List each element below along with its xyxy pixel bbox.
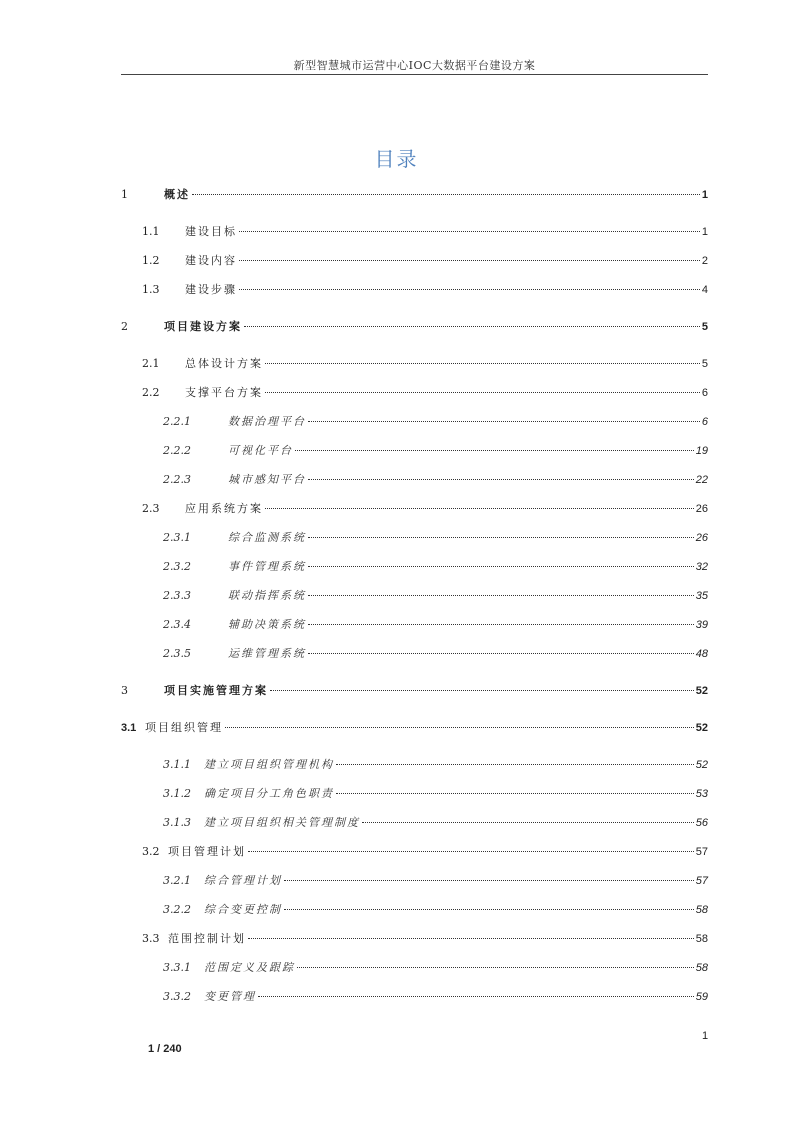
- toc-entry-number: 2.2.1: [163, 415, 191, 428]
- toc-leader-dots: [258, 996, 694, 997]
- toc-entry-page: 48: [695, 648, 708, 660]
- toc-entry-page: 52: [695, 685, 708, 697]
- toc-entry-number: 3.1.2: [163, 787, 191, 800]
- toc-entry-text: 总体设计方案: [185, 357, 263, 370]
- toc-entry-number: 3.1.3: [163, 816, 191, 829]
- toc-entry-2-2-2[interactable]: [163, 442, 708, 458]
- toc-entry-text: 范围定义及跟踪: [204, 961, 295, 974]
- toc-leader-dots: [295, 450, 694, 451]
- toc-entry-1[interactable]: [121, 186, 708, 202]
- toc-entry-text: 运维管理系统: [228, 647, 306, 660]
- toc-leader-dots: [284, 880, 694, 881]
- toc-entry-text: 变更管理: [204, 990, 256, 1003]
- toc-entry-2-3-2[interactable]: [163, 558, 708, 574]
- toc-entry-2-2-1[interactable]: [163, 413, 708, 429]
- toc-leader-dots: [297, 967, 694, 968]
- toc-entry-number: 2.2: [142, 386, 160, 399]
- toc-entry-3-2-2[interactable]: [163, 901, 708, 917]
- toc-leader-dots: [239, 231, 700, 232]
- toc-entry-page: 5: [701, 358, 708, 370]
- toc-entry-page: 22: [695, 474, 708, 486]
- toc-entry-text: 综合管理计划: [204, 874, 282, 887]
- toc-leader-dots: [192, 194, 700, 195]
- page-number: 1: [702, 1030, 709, 1042]
- toc-entry-number: 3.3.2: [163, 990, 191, 1003]
- toc-leader-dots: [239, 289, 700, 290]
- toc-leader-dots: [336, 793, 694, 794]
- toc-entry-page: 52: [695, 722, 708, 734]
- toc-entry-2[interactable]: [121, 318, 708, 334]
- toc-entry-2-3[interactable]: [142, 500, 708, 516]
- toc-entry-text: 建设内容: [185, 254, 237, 267]
- toc-leader-dots: [265, 363, 700, 364]
- toc-entry-text: 建设步骤: [185, 283, 237, 296]
- toc-entry-page: 57: [695, 875, 708, 887]
- toc-entry-page: 26: [695, 503, 708, 515]
- toc-entry-number: 2.3.3: [163, 589, 191, 602]
- toc-entry-number: 3.3.1: [163, 961, 191, 974]
- toc-entry-3-1-2[interactable]: [163, 785, 708, 801]
- toc-entry-page: 52: [695, 759, 708, 771]
- toc-entry-text: 概述: [164, 188, 190, 201]
- toc-entry-3-1[interactable]: [121, 719, 708, 735]
- toc-entry-number: 2: [121, 320, 128, 333]
- toc-leader-dots: [248, 851, 694, 852]
- toc-leader-dots: [308, 624, 694, 625]
- toc-leader-dots: [239, 260, 700, 261]
- toc-entry-number: 3: [121, 684, 128, 697]
- toc-entry-3-3-1[interactable]: [163, 959, 708, 975]
- toc-leader-dots: [308, 653, 694, 654]
- toc-entry-number: 2.1: [142, 357, 160, 370]
- toc-entry-2-3-5[interactable]: [163, 645, 708, 661]
- toc-entry-page: 1: [701, 226, 708, 238]
- running-header: 新型智慧城市运营中心IOC大数据平台建设方案: [293, 59, 536, 72]
- toc-entry-3-1-1[interactable]: [163, 756, 708, 772]
- toc-entry-2-2[interactable]: [142, 384, 708, 400]
- toc-entry-text: 综合监测系统: [228, 531, 306, 544]
- toc-entry-3-3-2[interactable]: [163, 988, 708, 1004]
- toc-entry-number: 3.2.1: [163, 874, 191, 887]
- toc-entry-1-3[interactable]: [142, 281, 708, 297]
- toc-entry-text: 建设目标: [185, 225, 237, 238]
- toc-entry-text: 建立项目组织管理机构: [204, 758, 334, 771]
- header-rule: [121, 74, 708, 75]
- toc-entry-page: 59: [695, 991, 708, 1003]
- toc-entry-number: 1.1: [142, 225, 160, 238]
- toc-entry-2-3-3[interactable]: [163, 587, 708, 603]
- toc-entry-2-3-4[interactable]: [163, 616, 708, 632]
- toc-leader-dots: [265, 508, 694, 509]
- toc-entry-page: 19: [695, 445, 708, 457]
- toc-entry-3-2[interactable]: [142, 843, 708, 859]
- toc-entry-number: 1.2: [142, 254, 160, 267]
- toc-leader-dots: [308, 479, 694, 480]
- toc-entry-number: 1: [121, 188, 128, 201]
- toc-entry-text: 数据治理平台: [228, 415, 306, 428]
- toc-entry-text: 城市感知平台: [228, 473, 306, 486]
- toc-entry-text: 支撑平台方案: [185, 386, 263, 399]
- toc-entry-page: 58: [695, 933, 708, 945]
- toc-entry-number: 2.3: [142, 502, 160, 515]
- toc-entry-2-1[interactable]: [142, 355, 708, 371]
- toc-entry-number: 2.3.4: [163, 618, 191, 631]
- toc-entry-2-2-3[interactable]: [163, 471, 708, 487]
- toc-entry-page: 58: [695, 904, 708, 916]
- toc-entry-number: 3.2: [142, 845, 160, 858]
- toc-entry-page: 56: [695, 817, 708, 829]
- toc-entry-text: 可视化平台: [228, 444, 293, 457]
- toc-entry-page: 39: [695, 619, 708, 631]
- toc-entry-3-2-1[interactable]: [163, 872, 708, 888]
- toc-title: 目录: [374, 147, 419, 171]
- toc-entry-number: 2.3.5: [163, 647, 191, 660]
- toc-entry-3-1-3[interactable]: [163, 814, 708, 830]
- toc-entry-number: 3.1: [121, 722, 137, 734]
- toc-entry-text: 辅助决策系统: [228, 618, 306, 631]
- page-count: 1 / 240: [148, 1043, 182, 1055]
- toc-leader-dots: [308, 595, 694, 596]
- toc-leader-dots: [244, 326, 700, 327]
- toc-entry-text: 项目组织管理: [145, 721, 223, 734]
- toc-entry-page: 1: [701, 189, 708, 201]
- toc-entry-page: 6: [701, 387, 708, 399]
- toc-entry-text: 建立项目组织相关管理制度: [204, 816, 360, 829]
- toc-leader-dots: [336, 764, 694, 765]
- toc-entry-text: 项目实施管理方案: [164, 684, 268, 697]
- toc-entry-page: 6: [701, 416, 708, 428]
- toc-entry-number: 2.2.2: [163, 444, 191, 457]
- toc-entry-2-3-1[interactable]: [163, 529, 708, 545]
- toc-entry-number: 3.2.2: [163, 903, 191, 916]
- toc-leader-dots: [308, 537, 694, 538]
- toc-entry-text: 应用系统方案: [185, 502, 263, 515]
- toc-entry-text: 确定项目分工角色职责: [204, 787, 334, 800]
- toc-entry-text: 范围控制计划: [168, 932, 246, 945]
- toc-entry-text: 事件管理系统: [228, 560, 306, 573]
- toc-entry-page: 5: [701, 321, 708, 333]
- toc-entry-text: 项目管理计划: [168, 845, 246, 858]
- toc-entry-number: 1.3: [142, 283, 160, 296]
- toc-leader-dots: [362, 822, 694, 823]
- toc-entry-number: 2.3.2: [163, 560, 191, 573]
- toc-leader-dots: [308, 566, 694, 567]
- toc-entry-text: 联动指挥系统: [228, 589, 306, 602]
- toc-leader-dots: [284, 909, 694, 910]
- toc-entry-page: 35: [695, 590, 708, 602]
- toc-entry-page: 2: [701, 255, 708, 267]
- toc-entry-text: 综合变更控制: [204, 903, 282, 916]
- toc-entry-text: 项目建设方案: [164, 320, 242, 333]
- toc-leader-dots: [308, 421, 700, 422]
- toc-leader-dots: [248, 938, 694, 939]
- toc-entry-number: 3.3: [142, 932, 160, 945]
- toc-entry-page: 57: [695, 846, 708, 858]
- toc-entry-number: 3.1.1: [163, 758, 191, 771]
- toc-entry-number: 2.2.3: [163, 473, 191, 486]
- toc-entry-page: 58: [695, 962, 708, 974]
- toc-entry-1-1[interactable]: [142, 223, 708, 239]
- toc-entry-page: 53: [695, 788, 708, 800]
- toc-leader-dots: [225, 727, 694, 728]
- toc-entry-3-3[interactable]: [142, 930, 708, 946]
- toc-leader-dots: [265, 392, 700, 393]
- toc-entry-3[interactable]: [121, 682, 708, 698]
- toc-entry-1-2[interactable]: [142, 252, 708, 268]
- toc-leader-dots: [270, 690, 694, 691]
- toc-entry-page: 4: [701, 284, 708, 296]
- toc-entry-page: 32: [695, 561, 708, 573]
- toc-entry-page: 26: [695, 532, 708, 544]
- toc-entry-number: 2.3.1: [163, 531, 191, 544]
